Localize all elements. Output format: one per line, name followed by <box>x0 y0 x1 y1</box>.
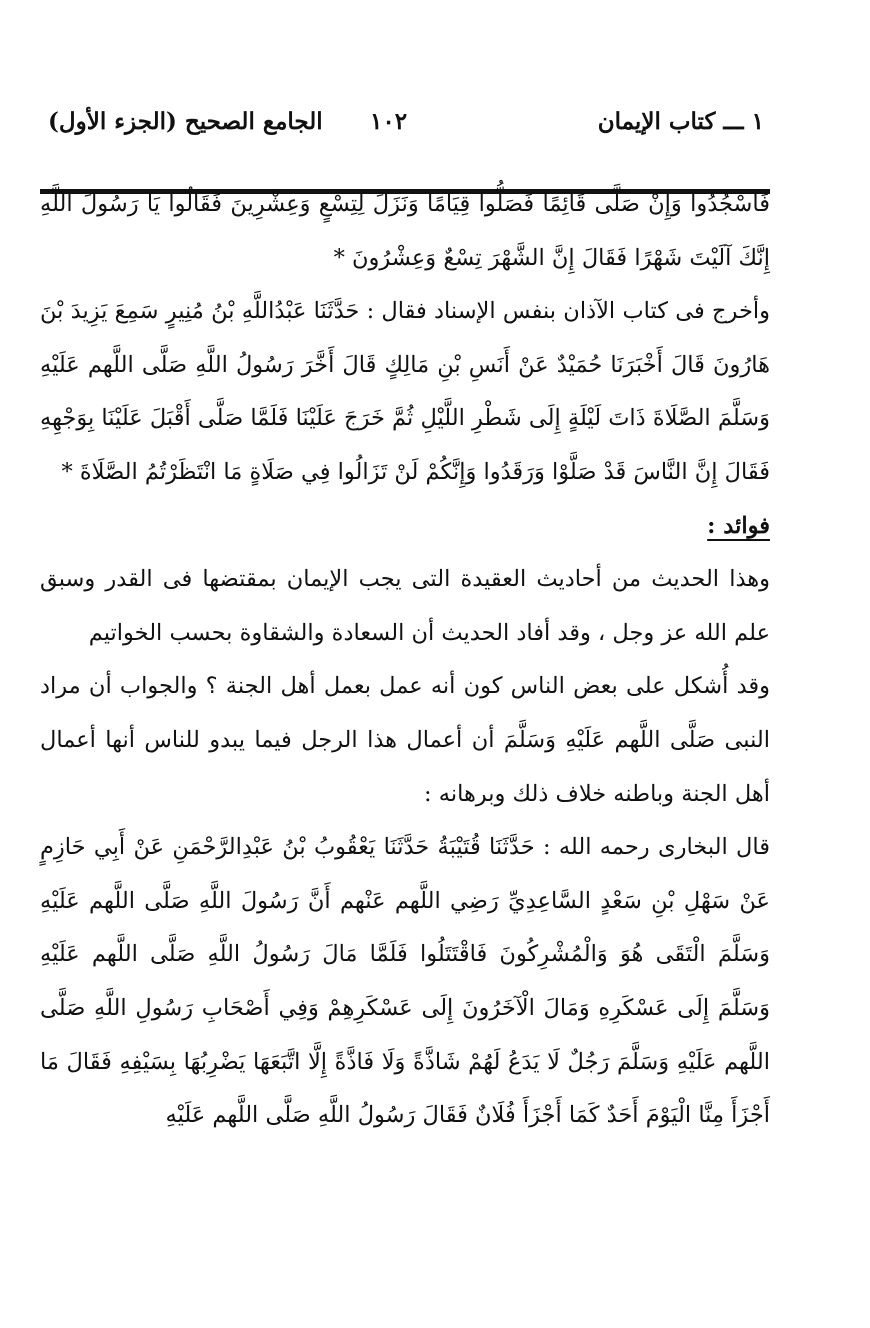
notes-paragraph-1: وهذا الحديث من أحاديث العقيدة التى يجب الإيمان بمقتضها فى القدر وسبق علم الله عز وجل ، وقد أفاد الحديث أن السعادة والشقاوة بحسب الخواتيم <box>40 566 770 646</box>
notes-paragraph-3: قال البخارى رحمه الله : حَدَّثَنَا قُتَيْبَةُ حَدَّثَنَا يَعْقُوبُ بْنُ عَبْدِالرَّحْمَنِ عَنْ أَبِي حَازِمٍ عَنْ سَهْلِ بْنِ سَعْدٍ السَّاعِدِيِّ رَضِي اللَّهم عَنْهم أَنَّ رَسُولَ اللَّهِ صَلَّى اللَّهم عَلَيْهِ وَسَلَّمَ الْتَقَى هُوَ وَالْمُشْرِكُونَ فَاقْتَتَلُوا فَلَمَّا مَالَ رَسُولُ اللَّهِ صَلَّى اللَّهم عَلَيْهِ وَسَلَّمَ إِلَى عَسْكَرِهِ وَمَالَ الْآخَرُونَ إِلَى عَسْكَرِهِمْ وَفِي أَصْحَابِ رَسُولِ اللَّهِ صَلَّى اللَّهم عَلَيْهِ وَسَلَّمَ رَجُلٌ لَا يَدَعُ لَهُمْ شَاذَّةً وَلَا فَاذَّةً إِلَّا اتَّبَعَهَا يَضْرِبُهَا بِسَيْفِهِ فَقَالَ مَا أَجْزَأَ مِنَّا الْيَوْمَ أَحَدٌ كَمَا أَجْزَأَ فُلَانٌ فَقَالَ رَسُولُ اللَّهِ صَلَّى اللَّهم عَلَيْهِ <box>40 834 770 1129</box>
running-header <box>40 100 770 156</box>
notes-paragraph-2: وقد أُشكل على بعض الناس كون أنه عمل بعمل أهل الجنة ؟ والجواب أن مراد النبى صَلَّى اللَّهم عَلَيْهِ وَسَلَّمَ أن أعمال هذا الرجل فيما يبدو للناس أنها أعمال أهل الجنة وباطنه خلاف ذلك وبرهانه : <box>40 673 770 807</box>
notes-heading: فوائد : <box>707 512 770 539</box>
book-title: الجامع الصحيح (الجزء الأول) <box>48 108 323 135</box>
page-number: ١٠٢ <box>370 108 408 135</box>
hadith-paragraph-1: فَاسْجُدُوا وَإِنْ صَلَّى قَائِمًا فَصَلُّوا قِيَامًا وَنَزَلَ لِتِسْعٍ وَعِشْرِينَ فَقَالُوا يَا رَسُولَ اللَّهِ إِنَّكَ آلَيْتَ شَهْرًا فَقَالَ إِنَّ الشَّهْرَ تِسْعٌ وَعِشْرُونَ * <box>40 191 770 271</box>
chapter-title: ١ ـــ كتاب الإيمان <box>597 108 764 135</box>
hadith-paragraph-2: وأخرج فى كتاب الآذان بنفس الإسناد فقال : حَدَّثَنَا عَبْدُاللَّهِ بْنُ مُنِيرٍ سَمِعَ يَزِيدَ بْنَ هَارُونَ قَالَ أَخْبَرَنَا حُمَيْدٌ عَنْ أَنَسِ بْنِ مَالِكٍ قَالَ أَخَّرَ رَسُولُ اللَّهِ صَلَّى اللَّهم عَلَيْهِ وَسَلَّمَ الصَّلَاةَ ذَاتَ لَيْلَةٍ إِلَى شَطْرِ اللَّيْلِ ثُمَّ خَرَجَ عَلَيْنَا فَلَمَّا صَلَّى أَقْبَلَ عَلَيْنَا بِوَجْهِهِ فَقَالَ إِنَّ النَّاسَ قَدْ صَلَّوْا وَرَقَدُوا وَإِنَّكُمْ لَنْ تَزَالُوا فِي صَلَاةٍ مَا انْتَظَرْتُمُ الصَّلَاةَ * <box>40 298 770 485</box>
body-text <box>40 178 770 1143</box>
page <box>40 100 770 156</box>
